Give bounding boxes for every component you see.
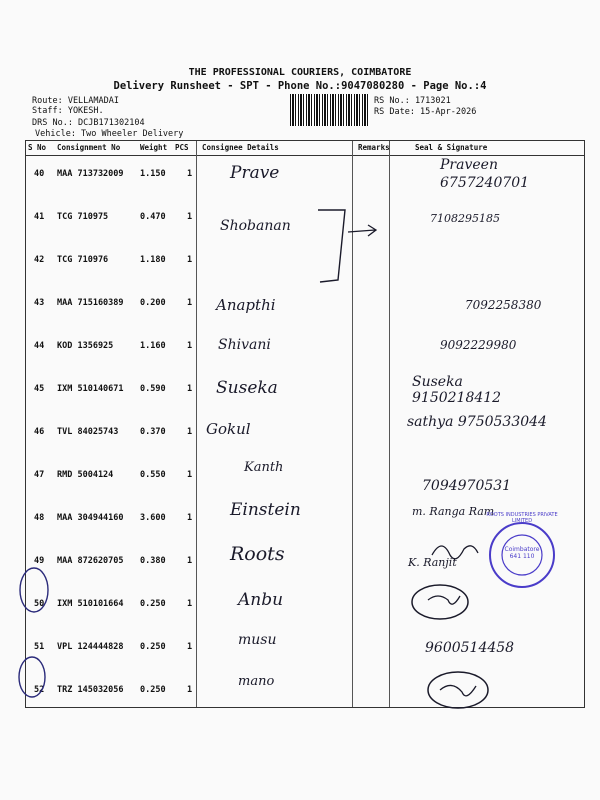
row-weight: 0.370 xyxy=(140,427,166,437)
vehicle-label: Vehicle: Two Wheeler Delivery xyxy=(35,129,184,139)
row-weight: 0.250 xyxy=(140,642,166,652)
barcode xyxy=(290,94,370,126)
row-sno: 45 xyxy=(34,384,45,394)
col-seal: Seal & Signature xyxy=(415,143,488,152)
row-sno: 51 xyxy=(34,642,45,652)
consignee-handwriting: Suseka xyxy=(216,378,278,398)
signature-handwriting: 9092229980 xyxy=(440,338,517,352)
row-weight: 0.380 xyxy=(140,556,166,566)
signature-handwriting: 7108295185 xyxy=(430,212,500,225)
row-weight: 0.590 xyxy=(140,384,166,394)
row-pcs: 1 xyxy=(187,341,193,351)
consignee-handwriting: Shobanan xyxy=(220,218,291,234)
row-sno: 48 xyxy=(34,513,45,523)
row-weight: 1.150 xyxy=(140,169,166,179)
row-pcs: 1 xyxy=(187,685,193,695)
stamp-center-text: Coimbatore 641 110 xyxy=(504,546,540,560)
table-header xyxy=(26,141,584,156)
row-sno: 42 xyxy=(34,255,45,265)
row-pcs: 1 xyxy=(187,384,193,394)
row-pcs: 1 xyxy=(187,642,193,652)
row-sno: 40 xyxy=(34,169,45,179)
row-weight: 0.550 xyxy=(140,470,166,480)
row-sno: 46 xyxy=(34,427,45,437)
consignee-handwriting: musu xyxy=(238,632,277,648)
row-weight: 0.200 xyxy=(140,298,166,308)
row-sno: 41 xyxy=(34,212,45,222)
signature-handwriting: 9600514458 xyxy=(425,640,515,656)
route-label: Route: VELLAMADAI xyxy=(32,96,119,106)
signature-handwriting: m. Ranga Ram xyxy=(412,505,495,518)
row-weight: 1.180 xyxy=(140,255,166,265)
row-consignment: TCG 710975 xyxy=(57,212,109,222)
col-consignee: Consignee Details xyxy=(202,143,279,152)
row-pcs: 1 xyxy=(187,255,193,265)
row-consignment: TCG 710976 xyxy=(57,255,109,265)
row-sno: 44 xyxy=(34,341,45,351)
row-sno: 47 xyxy=(34,470,45,480)
row-weight: 3.600 xyxy=(140,513,166,523)
table-row xyxy=(26,242,584,282)
row-consignment: IXM 510140671 xyxy=(57,384,124,394)
consignee-handwriting: Kanth xyxy=(244,460,284,475)
row-consignment: MAA 713732009 xyxy=(57,169,124,179)
row-pcs: 1 xyxy=(187,298,193,308)
row-sno: 52 xyxy=(34,685,45,695)
table-row xyxy=(26,199,584,239)
row-pcs: 1 xyxy=(187,470,193,480)
rs-date: RS Date: 15-Apr-2026 xyxy=(374,107,477,117)
row-consignment: TRZ 145032056 xyxy=(57,685,124,695)
signature-handwriting: 7092258380 xyxy=(465,298,542,312)
row-sno: 49 xyxy=(34,556,45,566)
consignee-handwriting: Prave xyxy=(230,163,280,183)
staff-label: Staff: YOKESH. xyxy=(32,106,104,116)
col-remarks: Remarks xyxy=(358,143,390,152)
col-pcs: PCS xyxy=(175,143,189,152)
row-weight: 0.250 xyxy=(140,599,166,609)
consignee-handwriting: Anapthi xyxy=(216,296,276,314)
row-consignment: TVL 84025743 xyxy=(57,427,119,437)
signature-handwriting: sathya 9750533044 xyxy=(407,414,547,430)
table-row xyxy=(26,586,584,626)
col-consignment: Consignment No xyxy=(57,143,121,152)
signature-handwriting: 7094970531 xyxy=(422,478,512,494)
table-row xyxy=(26,543,584,583)
row-consignment: VPL 124444828 xyxy=(57,642,124,652)
row-pcs: 1 xyxy=(187,169,193,179)
consignee-handwriting: Roots xyxy=(230,543,285,565)
signature-handwriting: K. Ranjit xyxy=(408,556,457,569)
row-consignment: MAA 872620705 xyxy=(57,556,124,566)
signature-handwriting: Praveen 6757240701 xyxy=(440,157,530,191)
row-sno: 50 xyxy=(34,599,45,609)
company-stamp: ROOTS INDUSTRIES PRIVATE LIMITED xyxy=(486,512,558,524)
company-title: THE PROFESSIONAL COURIERS, COIMBATORE xyxy=(188,67,412,78)
row-weight: 1.160 xyxy=(140,341,166,351)
row-sno: 43 xyxy=(34,298,45,308)
col-weight: Weight xyxy=(140,143,168,152)
row-weight: 0.250 xyxy=(140,685,166,695)
consignee-handwriting: Einstein xyxy=(230,500,301,520)
row-consignment: KOD 1356925 xyxy=(57,341,114,351)
row-consignment: MAA 304944160 xyxy=(57,513,124,523)
rs-number: RS No.: 1713021 xyxy=(374,96,451,106)
signature-handwriting: Suseka 9150218412 xyxy=(412,374,502,406)
table-row xyxy=(26,672,584,712)
row-pcs: 1 xyxy=(187,556,193,566)
runsheet-subtitle: Delivery Runsheet - SPT - Phone No.:9047080280 - Page No.:4 xyxy=(113,80,487,92)
row-pcs: 1 xyxy=(187,427,193,437)
consignee-handwriting: Anbu xyxy=(238,590,284,610)
consignee-handwriting: mano xyxy=(238,674,275,689)
row-pcs: 1 xyxy=(187,212,193,222)
consignee-handwriting: Gokul xyxy=(206,420,251,438)
row-consignment: MAA 715160389 xyxy=(57,298,124,308)
consignee-handwriting: Shivani xyxy=(218,337,271,353)
row-pcs: 1 xyxy=(187,513,193,523)
row-pcs: 1 xyxy=(187,599,193,609)
row-consignment: RMD 5004124 xyxy=(57,470,114,480)
row-weight: 0.470 xyxy=(140,212,166,222)
drs-label: DRS No.: DCJB171302104 xyxy=(32,118,145,128)
row-consignment: IXM 510101664 xyxy=(57,599,124,609)
col-sno: S No xyxy=(28,143,47,152)
